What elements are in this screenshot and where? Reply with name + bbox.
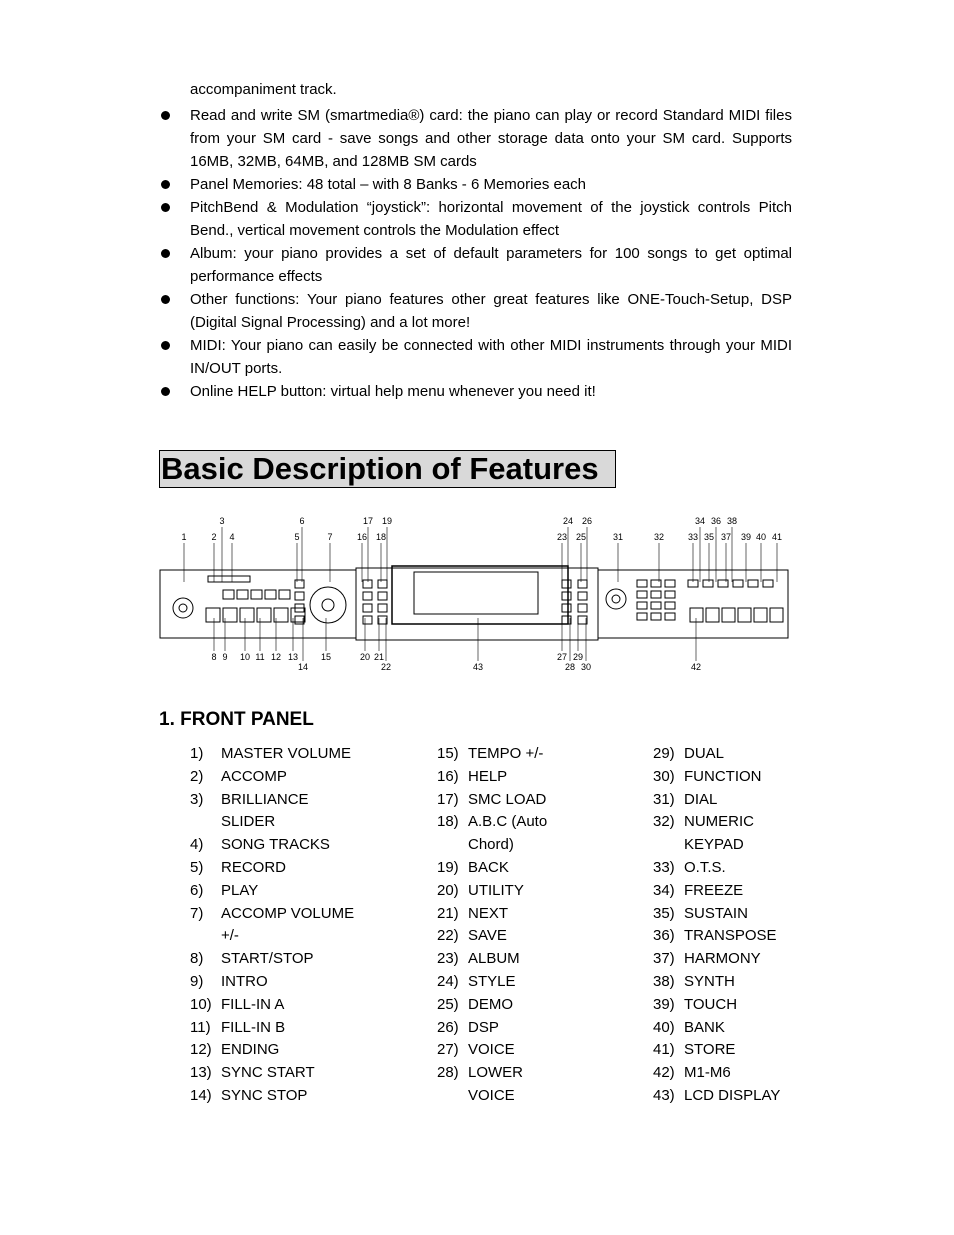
feature-number: 32) <box>653 813 675 831</box>
feature-list-item <box>437 971 578 994</box>
feature-number: 34) <box>653 881 675 899</box>
feature-list-item <box>653 1017 794 1040</box>
feature-number: 4) <box>190 836 204 854</box>
numeric-keypad-button <box>637 580 647 587</box>
feature-label: DSP <box>468 1018 499 1036</box>
feature-number <box>653 834 684 857</box>
feature-list-item <box>190 1062 381 1085</box>
feature-number: 19) <box>437 858 459 876</box>
callout-number: 17 <box>362 516 374 526</box>
feature-label: PLAY <box>221 881 259 899</box>
feature-bullet: Online HELP button: virtual help menu whenever you need it! <box>160 380 792 403</box>
feature-label: KEYPAD <box>684 836 744 854</box>
feature-label: TOUCH <box>684 995 738 1013</box>
feature-label: M1-M6 <box>684 1064 731 1082</box>
master-volume-knob <box>173 598 193 618</box>
function-button <box>748 580 758 587</box>
feature-label: START/STOP <box>221 950 314 968</box>
feature-list-item <box>190 834 381 857</box>
front-panel-heading: 1. FRONT PANEL <box>159 709 314 730</box>
feature-list-item <box>437 1039 578 1062</box>
callout-number: 33 <box>687 532 699 542</box>
feature-bullet: Read and write SM (smartmedia®) card: the piano can play or record Standard MIDI files from your SM card - save songs and other storage data onto your SM card. Supports 16MB, 32MB, 64MB, and 128MB SM cards <box>160 104 792 173</box>
panel-button <box>578 616 587 624</box>
feature-label: RECORD <box>221 858 287 876</box>
callout-number: 40 <box>755 532 767 542</box>
callout-number: 35 <box>703 532 715 542</box>
memory-button <box>738 608 751 622</box>
panel-button <box>295 580 304 588</box>
feature-label: HELP <box>468 767 508 785</box>
feature-number: 2) <box>190 767 204 785</box>
memory-button <box>770 608 783 622</box>
feature-list-item <box>190 1017 381 1040</box>
feature-list-item <box>190 743 381 766</box>
callout-number: 18 <box>375 532 387 542</box>
feature-label: SYNC START <box>221 1064 315 1082</box>
feature-number: 10) <box>190 995 212 1013</box>
feature-number: 31) <box>653 790 675 808</box>
feature-list-item <box>190 880 381 903</box>
feature-list-item <box>653 925 794 948</box>
accomp-button <box>240 608 254 622</box>
numeric-keypad-button <box>637 591 647 598</box>
feature-number: 26) <box>437 1018 459 1036</box>
feature-number: 13) <box>190 1064 212 1082</box>
callout-number: 21 <box>373 652 385 662</box>
feature-list-item <box>437 811 578 834</box>
feature-list-item <box>653 857 794 880</box>
feature-label: A.B.C (Auto <box>468 813 548 831</box>
feature-list-item <box>653 743 794 766</box>
feature-list-item <box>190 811 381 834</box>
feature-label: MASTER VOLUME <box>221 745 352 762</box>
numeric-keypad-button <box>637 602 647 609</box>
feature-list-item <box>437 880 578 903</box>
feature-list-item <box>653 789 794 812</box>
panel-button <box>378 604 387 612</box>
callout-number: 5 <box>294 532 300 542</box>
feature-list-item <box>437 766 578 789</box>
callout-number: 15 <box>320 652 332 662</box>
panel-button <box>562 604 571 612</box>
callout-number: 10 <box>239 652 251 662</box>
callout-number: 23 <box>556 532 568 542</box>
feature-label: ACCOMP <box>221 767 287 785</box>
feature-number: 40) <box>653 1018 675 1036</box>
feature-label: BACK <box>468 858 509 876</box>
feature-label: HARMONY <box>684 950 761 968</box>
numeric-keypad-button <box>665 602 675 609</box>
panel-button <box>295 592 304 600</box>
feature-label: FILL-IN A <box>221 995 285 1013</box>
feature-list-item <box>653 903 794 926</box>
feature-list-item <box>653 971 794 994</box>
feature-list-item <box>190 789 381 812</box>
callout-number: 28 <box>564 662 576 672</box>
feature-label: SONG TRACKS <box>221 836 330 854</box>
feature-list-item <box>653 880 794 903</box>
feature-label: SYNTH <box>684 972 735 990</box>
feature-list-item <box>190 903 381 926</box>
callout-number: 20 <box>359 652 371 662</box>
callout-number: 14 <box>297 662 309 672</box>
feature-number: 12) <box>190 1041 212 1059</box>
feature-label: SAVE <box>468 927 507 945</box>
memory-button <box>754 608 767 622</box>
feature-label: SLIDER <box>221 813 276 831</box>
front-panel-diagram <box>150 510 800 675</box>
callout-number: 1 <box>181 532 187 542</box>
feature-number: 16) <box>437 767 459 785</box>
feature-column-2 <box>437 743 578 1108</box>
feature-label: INTRO <box>221 972 268 990</box>
panel-button <box>562 616 571 624</box>
accomp-volume-pad <box>310 587 346 623</box>
section-title: Basic Description of Features <box>159 450 616 488</box>
callout-number: 29 <box>572 652 584 662</box>
feature-label: LOWER <box>468 1064 524 1082</box>
panel-button <box>562 592 571 600</box>
panel-button <box>378 592 387 600</box>
feature-list-item <box>437 857 578 880</box>
callout-number: 43 <box>472 662 484 672</box>
feature-bullet: Panel Memories: 48 total – with 8 Banks - 6 Memories each <box>160 173 792 196</box>
song-track-button <box>223 590 234 599</box>
feature-number: 25) <box>437 995 459 1013</box>
callout-number: 34 <box>694 516 706 526</box>
feature-list-item <box>190 857 381 880</box>
feature-number: 8) <box>190 950 204 968</box>
panel-button <box>295 616 304 624</box>
feature-label: STORE <box>684 1041 736 1059</box>
feature-list-item <box>190 994 381 1017</box>
feature-label: UTILITY <box>468 881 524 899</box>
callout-number: 12 <box>270 652 282 662</box>
numeric-keypad-button <box>651 591 661 598</box>
memory-button <box>706 608 719 622</box>
numeric-keypad-button <box>651 613 661 620</box>
feature-number: 23) <box>437 950 459 968</box>
function-button <box>703 580 713 587</box>
feature-bullet: PitchBend & Modulation “joystick”: horizontal movement of the joystick controls Pitch Bend., vertical movement controls the Modulation effect <box>160 196 792 242</box>
feature-label: O.T.S. <box>684 858 726 876</box>
feature-list-item <box>190 948 381 971</box>
song-track-button <box>279 590 290 599</box>
function-button <box>733 580 743 587</box>
feature-list-item <box>437 1017 578 1040</box>
feature-label: NUMERIC <box>684 813 754 831</box>
feature-number <box>190 811 221 834</box>
feature-number: 30) <box>653 767 675 785</box>
panel-button <box>378 616 387 624</box>
feature-bullet: Other functions: Your piano features other great features like ONE-Touch-Setup, DSP (Digital Signal Processing) and a lot more! <box>160 288 792 334</box>
feature-label: ALBUM <box>468 950 520 968</box>
feature-list-item <box>437 925 578 948</box>
panel-button <box>578 592 587 600</box>
feature-list-item <box>190 1039 381 1062</box>
callout-number: 31 <box>612 532 624 542</box>
feature-number <box>437 834 468 857</box>
feature-label: SYNC STOP <box>221 1086 308 1104</box>
feature-label: BANK <box>684 1018 725 1036</box>
callout-number: 26 <box>581 516 593 526</box>
feature-number: 9) <box>190 972 204 990</box>
feature-number: 29) <box>653 745 675 762</box>
feature-label: FILL-IN B <box>221 1018 286 1036</box>
feature-list-item <box>653 834 794 857</box>
feature-number: 33) <box>653 858 675 876</box>
feature-number: 3) <box>190 790 204 808</box>
feature-list-item <box>653 766 794 789</box>
left-panel-section <box>160 570 356 638</box>
feature-bullet: Album: your piano provides a set of default parameters for 100 songs to get optimal performance effects <box>160 242 792 288</box>
callout-number: 11 <box>255 652 265 662</box>
feature-label: DIAL <box>684 790 718 808</box>
feature-list-item <box>190 971 381 994</box>
feature-label: DUAL <box>684 745 725 762</box>
feature-list-item <box>437 743 578 766</box>
panel-button <box>363 580 372 588</box>
feature-number: 20) <box>437 881 459 899</box>
callout-number: 24 <box>562 516 574 526</box>
callout-number: 3 <box>219 516 225 526</box>
feature-label: SUSTAIN <box>684 904 748 922</box>
callout-number: 37 <box>720 532 732 542</box>
feature-label: BRILLIANCE <box>221 790 309 808</box>
panel-button <box>378 580 387 588</box>
callout-number: 8 <box>211 652 217 662</box>
song-track-button <box>237 590 248 599</box>
callout-number: 9 <box>222 652 228 662</box>
accomp-button <box>257 608 271 622</box>
feature-list-item <box>437 1085 578 1108</box>
feature-list-item <box>437 948 578 971</box>
feature-label: Chord) <box>468 836 514 854</box>
feature-list-item <box>653 948 794 971</box>
panel-button <box>363 604 372 612</box>
callout-number: 25 <box>575 532 587 542</box>
feature-number: 39) <box>653 995 675 1013</box>
feature-column-1 <box>190 743 381 1108</box>
callout-number: 32 <box>653 532 665 542</box>
function-button <box>718 580 728 587</box>
feature-label: ENDING <box>221 1041 280 1059</box>
callout-number: 41 <box>771 532 783 542</box>
callout-number: 42 <box>690 662 702 672</box>
feature-list-item <box>437 789 578 812</box>
feature-list-item <box>437 903 578 926</box>
feature-number: 42) <box>653 1064 675 1082</box>
numeric-keypad-button <box>651 602 661 609</box>
feature-number: 21) <box>437 904 459 922</box>
panel-button <box>578 580 587 588</box>
feature-number: 6) <box>190 881 204 899</box>
callout-number: 19 <box>381 516 393 526</box>
feature-label: TEMPO +/- <box>468 745 544 762</box>
accomp-button <box>206 608 220 622</box>
feature-number: 36) <box>653 927 675 945</box>
feature-column-3 <box>653 743 794 1108</box>
feature-number: 38) <box>653 972 675 990</box>
feature-number <box>190 925 221 948</box>
feature-list-item <box>190 1085 381 1108</box>
feature-list-item <box>653 1085 794 1108</box>
feature-label: ACCOMP VOLUME <box>221 904 355 922</box>
feature-number: 35) <box>653 904 675 922</box>
feature-number: 43) <box>653 1086 675 1104</box>
feature-list-item <box>437 1062 578 1085</box>
callout-number: 7 <box>327 532 333 542</box>
feature-label: SMC LOAD <box>468 790 547 808</box>
feature-label: FREEZE <box>684 881 744 899</box>
function-button <box>763 580 773 587</box>
panel-button <box>562 580 571 588</box>
memory-button <box>690 608 703 622</box>
feature-number: 17) <box>437 790 459 808</box>
callout-number: 30 <box>580 662 592 672</box>
feature-number: 1) <box>190 745 204 762</box>
feature-list-item <box>190 766 381 789</box>
feature-label: TRANSPOSE <box>684 927 777 945</box>
feature-number: 41) <box>653 1041 675 1059</box>
numeric-keypad-button <box>665 613 675 620</box>
callout-number: 39 <box>740 532 752 542</box>
feature-number: 27) <box>437 1041 459 1059</box>
callout-number: 36 <box>710 516 722 526</box>
feature-number: 24) <box>437 972 459 990</box>
panel-button <box>363 616 372 624</box>
feature-list-item <box>653 1039 794 1062</box>
dial <box>606 589 626 609</box>
feature-number <box>437 1085 468 1108</box>
callout-number: 27 <box>556 652 568 662</box>
song-track-button <box>251 590 262 599</box>
feature-label: +/- <box>221 927 239 945</box>
callout-number: 22 <box>380 662 392 672</box>
numeric-keypad-button <box>665 580 675 587</box>
feature-label: VOICE <box>468 1086 515 1104</box>
feature-label: STYLE <box>468 972 516 990</box>
panel-button <box>578 604 587 612</box>
numeric-keypad-button <box>637 613 647 620</box>
feature-list-item <box>437 994 578 1017</box>
feature-label: FUNCTION <box>684 767 762 785</box>
callout-number: 16 <box>356 532 368 542</box>
callout-number: 13 <box>287 652 299 662</box>
feature-label: DEMO <box>468 995 513 1013</box>
feature-number: 22) <box>437 927 459 945</box>
feature-number: 5) <box>190 858 204 876</box>
intro-line: accompaniment track. <box>190 81 337 98</box>
feature-list-item <box>653 811 794 834</box>
feature-list-item <box>190 925 381 948</box>
song-track-button <box>265 590 276 599</box>
feature-list-item <box>653 994 794 1017</box>
lcd-frame <box>392 566 568 624</box>
feature-number: 28) <box>437 1064 459 1082</box>
feature-label: VOICE <box>468 1041 515 1059</box>
feature-bullet: MIDI: Your piano can easily be connected with other MIDI instruments through your MIDI IN/OUT ports. <box>160 334 792 380</box>
feature-bullet-list <box>160 104 792 403</box>
memory-button <box>722 608 735 622</box>
panel-button <box>363 592 372 600</box>
feature-label: LCD DISPLAY <box>684 1086 781 1104</box>
callout-number: 6 <box>299 516 305 526</box>
feature-list-item <box>437 834 578 857</box>
callout-number: 38 <box>726 516 738 526</box>
numeric-keypad-button <box>665 591 675 598</box>
feature-label: NEXT <box>468 904 509 922</box>
numeric-keypad-button <box>651 580 661 587</box>
feature-number: 37) <box>653 950 675 968</box>
callout-number: 2 <box>211 532 217 542</box>
lcd-display <box>414 572 538 614</box>
feature-number: 18) <box>437 813 459 831</box>
callout-number: 4 <box>229 532 235 542</box>
feature-list-item <box>653 1062 794 1085</box>
feature-number: 14) <box>190 1086 212 1104</box>
feature-number: 15) <box>437 745 459 762</box>
feature-number: 7) <box>190 904 204 922</box>
feature-number: 11) <box>190 1018 211 1036</box>
